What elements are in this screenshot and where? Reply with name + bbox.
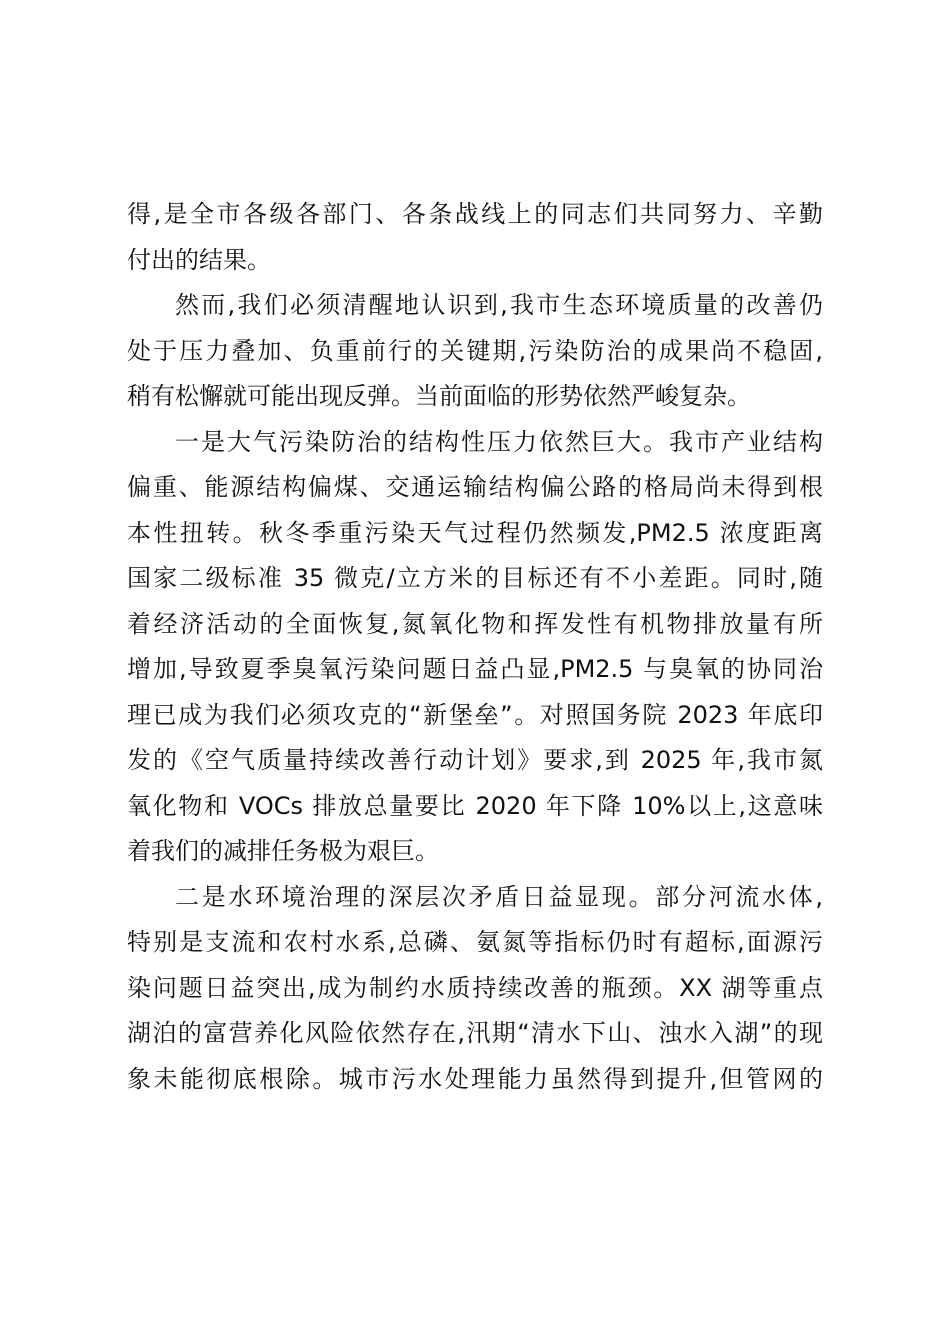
body-text bbox=[127, 192, 823, 1102]
text-line: 象未能彻底根除。城市污水处理能力虽然得到提升,但管网的 bbox=[127, 1064, 823, 1093]
text-line: 特别是支流和农村水系,总磷、氨氮等指标仍时有超标,面源污 bbox=[127, 928, 823, 956]
text-line: 得,是全市各级各部门、各条战线上的同志们共同努力、辛勤 bbox=[127, 200, 823, 228]
text-line: 国家二级标准 35 微克/立方米的目标还有不小差距。同时,随 bbox=[127, 564, 823, 592]
paragraph-2 bbox=[127, 283, 823, 420]
text-line: 付出的结果。 bbox=[127, 245, 271, 274]
text-line: 着经济活动的全面恢复,氮氧化物和挥发性有机物排放量有所 bbox=[127, 609, 823, 638]
paragraph-3 bbox=[127, 420, 823, 875]
text-line: 氧化物和 VOCs 排放总量要比 2020 年下降 10%以上,这意味 bbox=[127, 791, 823, 820]
text-line: 二是水环境治理的深层次矛盾日益显现。部分河流水体, bbox=[175, 882, 823, 911]
paragraph-4 bbox=[127, 875, 823, 1103]
text-line: 发的《空气质量持续改善行动计划》要求,到 2025 年,我市氮 bbox=[127, 746, 823, 774]
text-line: 然而,我们必须清醒地认识到,我市生态环境质量的改善仍 bbox=[175, 291, 823, 319]
text-line: 理已成为我们必须攻克的“新堡垒”。对照国务院 2023 年底印 bbox=[127, 700, 823, 729]
text-line: 本性扭转。秋冬季重污染天气过程仍然频发,PM2.5 浓度距离 bbox=[127, 518, 823, 547]
paragraph-1 bbox=[127, 192, 823, 283]
text-line: 处于压力叠加、负重前行的关键期,污染防治的成果尚不稳固, bbox=[127, 336, 823, 365]
text-line: 稍有松懈就可能出现反弹。当前面临的形势依然严峻复杂。 bbox=[127, 382, 751, 410]
text-line: 偏重、能源结构偏煤、交通运输结构偏公路的格局尚未得到根 bbox=[127, 473, 823, 501]
text-line: 增加,导致夏季臭氧污染问题日益凸显,PM2.5 与臭氧的协同治 bbox=[127, 655, 823, 683]
text-line: 湖泊的富营养化风险依然存在,汛期“清水下山、浊水入湖”的现 bbox=[127, 1019, 823, 1047]
text-line: 着我们的减排任务极为艰巨。 bbox=[127, 837, 439, 865]
text-line: 染问题日益突出,成为制约水质持续改善的瓶颈。XX 湖等重点 bbox=[127, 973, 823, 1002]
text-line: 一是大气污染防治的结构性压力依然巨大。我市产业结构 bbox=[175, 427, 823, 456]
